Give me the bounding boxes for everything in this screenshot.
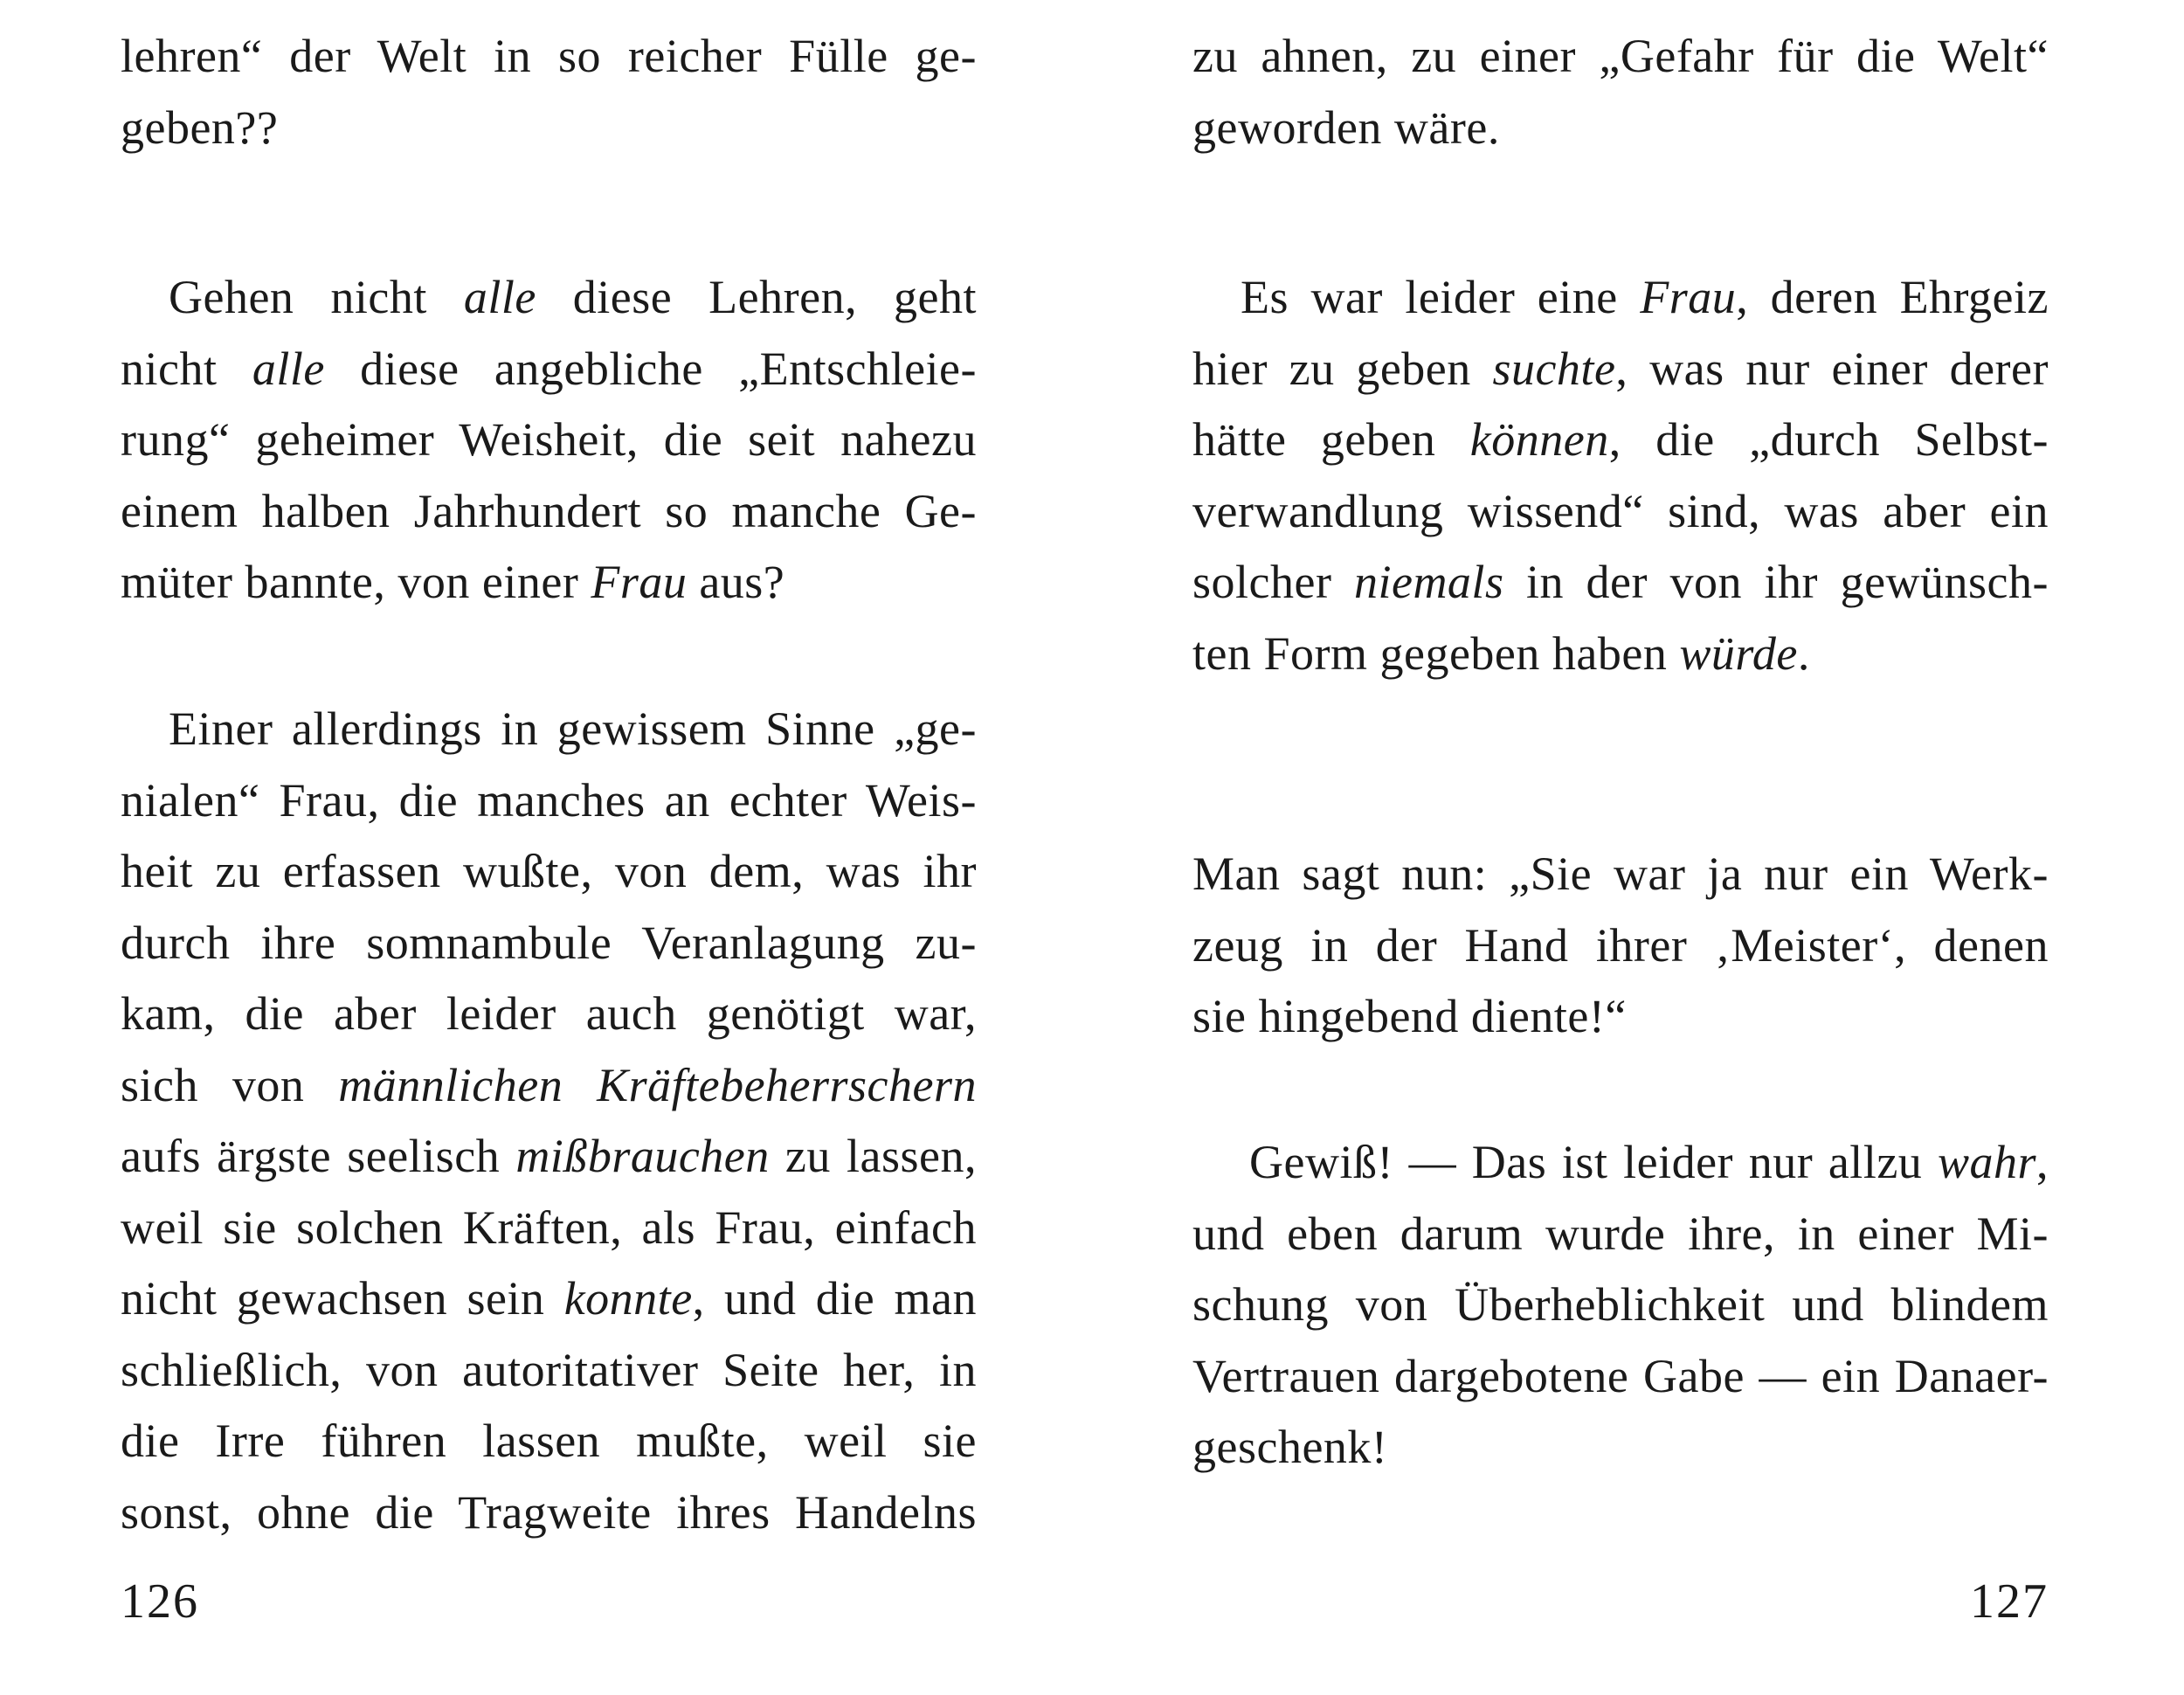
emphasis-text: können [1469, 413, 1609, 466]
emphasis-text: wahr [1937, 1136, 2036, 1188]
text-line: zu ahnen, zu einer „Gefahr für die Welt“ [1192, 30, 2049, 82]
emphasis-text: würde [1679, 626, 1798, 680]
text-line: aufs ärgste seelisch mißbrauchen zu lassen, [121, 1130, 977, 1182]
text-line: Vertrauen dargebotene Gabe — ein Danaer- [1192, 1349, 2049, 1402]
emphasis-text: männlichen Kräftebeherrschern [338, 1058, 977, 1111]
emphasis-text: konnte [563, 1272, 693, 1325]
page-number: 127 [1970, 1574, 2049, 1629]
text-line: nicht alle diese angebliche „Entschleie- [121, 342, 977, 395]
text-line: Gehen nicht alle diese Lehren, geht [169, 271, 978, 323]
text-line: Einer allerdings in gewissem Sinne „ge- [169, 702, 977, 755]
emphasis-text: Frau [591, 556, 688, 608]
text-line: schung von Überheblichkeit und blindem [1192, 1278, 2049, 1331]
text-line: geben?? [121, 100, 279, 154]
emphasis-text: mißbrauchen [515, 1130, 770, 1182]
emphasis-text: alle [463, 271, 536, 323]
right-page [1192, 0, 2049, 1695]
left-paragraph-1 [121, 21, 977, 163]
text-line: Gewiß! — Das ist leider nur allzu wahr, [1249, 1136, 2049, 1188]
emphasis-text: niemals [1353, 556, 1504, 608]
text-line: nialen“ Frau, die manches an echter Weis- [121, 773, 977, 827]
text-line: durch ihre somnambule Veranlagung zu- [121, 916, 977, 969]
text-line: rung“ geheimer Weisheit, die seit nahezu [121, 413, 977, 466]
right-paragraph-1 [1192, 21, 2049, 163]
text-line: sie hingebend diente!“ [1192, 990, 1627, 1042]
text-line: einem halben Jahrhundert so manche Ge- [121, 484, 977, 537]
text-line: kam, die aber leider auch genötigt war, [121, 987, 977, 1040]
right-paragraph-3 [1192, 839, 2049, 1053]
text-line: sonst, ohne die Tragweite ihres Handelns [121, 1485, 977, 1539]
text-line: weil sie solchen Kräften, als Frau, einfach [121, 1200, 977, 1254]
right-paragraph-4 [1192, 1127, 2049, 1484]
text-line: hätte geben können, die „durch Selbst- [1192, 413, 2049, 466]
text-line: solcher niemals in der von ihr gewünsch- [1192, 556, 2049, 608]
text-line: verwandlung wissend“ sind, was aber ein [1192, 484, 2049, 537]
text-line: müter bannte, von einer Frau aus? [121, 556, 785, 608]
page-number: 126 [121, 1574, 199, 1629]
emphasis-text: Frau [1640, 271, 1737, 323]
left-page [121, 0, 977, 1695]
text-line: geschenk! [1192, 1421, 1388, 1473]
left-paragraph-3 [121, 694, 977, 1548]
text-line: und eben darum wurde ihre, in einer Mi- [1192, 1207, 2049, 1260]
text-line: Es war leider eine Frau, deren Ehrgeiz [1241, 271, 2049, 323]
text-line: zeug in der Hand ihrer ‚Meister‘, denen [1192, 918, 2049, 972]
text-line: geworden wäre. [1192, 100, 1500, 154]
text-line: lehren“ der Welt in so reicher Fülle ge- [121, 30, 977, 82]
text-line: schließlich, von autoritativer Seite her, in [121, 1343, 977, 1396]
text-line: die Irre führen lassen mußte, weil sie [121, 1415, 977, 1467]
text-line: Man sagt nun: „Sie war ja nur ein Werk- [1192, 848, 2049, 900]
text-line: heit zu erfassen wußte, von dem, was ihr [121, 845, 977, 897]
right-paragraph-2 [1192, 262, 2049, 689]
left-paragraph-2 [121, 262, 977, 619]
text-line: ten Form gegeben haben würde. [1192, 626, 1810, 680]
text-line: sich von männlichen Kräftebeherrschern [121, 1058, 977, 1111]
emphasis-text: alle [252, 342, 325, 395]
text-line: hier zu geben suchte, was nur einer derer [1192, 342, 2049, 395]
emphasis-text: suchte [1492, 342, 1616, 395]
text-line: nicht gewachsen sein konnte, und die man [121, 1272, 977, 1325]
